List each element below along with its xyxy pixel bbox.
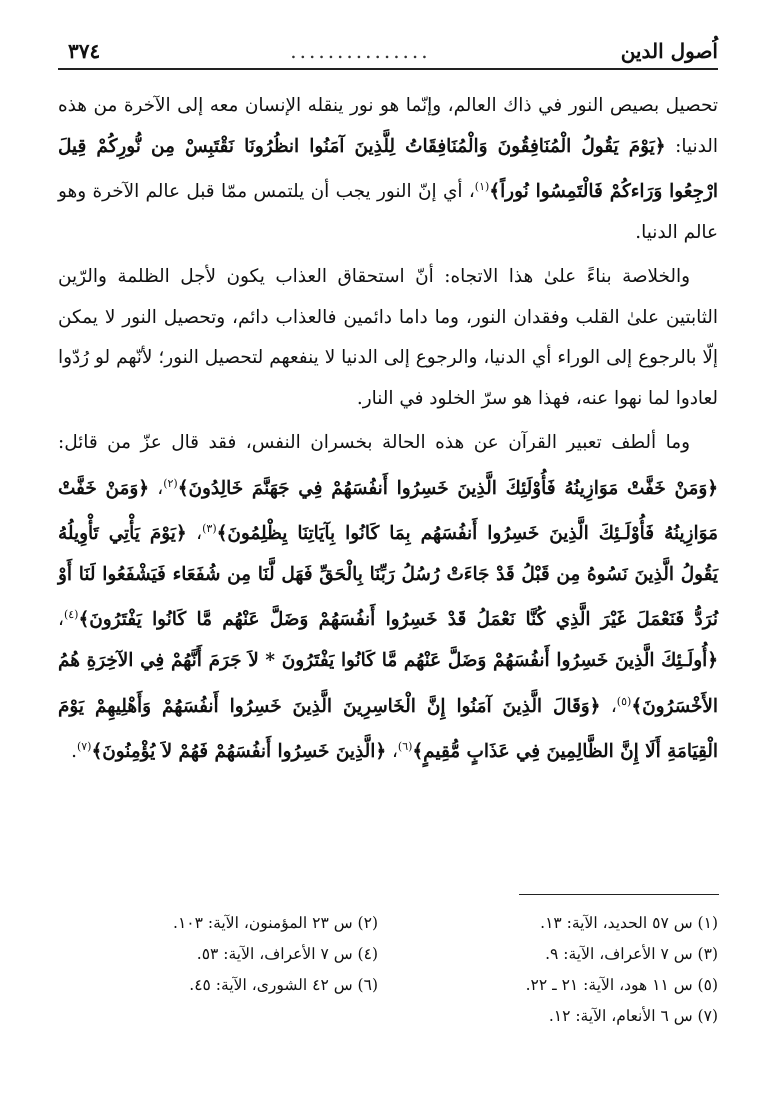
footnote-ref[interactable]: (٤)	[63, 608, 79, 622]
text-run: .	[71, 741, 77, 763]
quran-verse: ﴿وَقَالَ الَّذِينَ آمَنُوا إِنَّ الْخَاسِرِينَ الَّذِينَ خَسِرُوا أَنفُسَهُمْ وَأَهْلِيهِمْ يَوْمَ الْقِيَامَةِ أَلَا إِنَّ الظَّالِمِينَ فِي عَذَابٍ مُّقِيمٍ﴾	[58, 695, 718, 763]
header-leader-dots: ...............	[290, 39, 431, 63]
footnote-ref[interactable]: (٦)	[397, 740, 413, 754]
footnote-5: (٥) س ١١ هود، الآية: ٢١ ـ ٢٢.	[525, 976, 718, 994]
footnote-ref[interactable]: (٣)	[202, 522, 217, 536]
quran-verse: ﴿أُولَـئِكَ الَّذِينَ خَسِرُوا أَنفُسَهُمْ وَضَلَّ عَنْهُم مَّا كَانُوا يَفْتَرُونَ * لاَ جَرَمَ أَنَّهُمْ فِي الآخِرَةِ هُمُ الأَخْسَرُونَ﴾	[58, 650, 718, 717]
text-run: ، أي إنّ النور يجب أن يلتمس ممّا قبل عالم الآخرة وهو عالم الدنيا.	[58, 181, 718, 243]
footnote-6: (٦) س ٤٢ الشورى، الآية: ٤٥.	[189, 976, 378, 994]
text-run: ،	[386, 741, 398, 763]
body-text	[58, 86, 718, 777]
footnote-ref[interactable]: (٢)	[163, 476, 178, 490]
text-run: ،	[149, 477, 164, 499]
footnote-3: (٣) س ٧ الأعراف، الآية: ٩.	[545, 945, 718, 963]
footnote-7: (٧) س ٦ الأنعام، الآية: ١٢.	[548, 1007, 718, 1025]
paragraph-2	[58, 257, 718, 419]
quran-verse: ﴿وَمَنْ خَفَّتْ مَوَازِينُهُ فَأُوْلَـئِكَ الَّذِينَ خَسِرُوا أَنفُسَهُم بِمَا كَانُوا بِآيَاتِنَا يِظْلِمُونَ﴾	[58, 477, 718, 545]
text-run: وما ألطف تعبير القرآن عن هذه الحالة بخسران النفس، فقد قال عزّ من قائل:	[58, 432, 690, 454]
footnotes	[58, 908, 718, 1032]
footnote-separator	[519, 894, 719, 895]
quran-verse: ﴿يَوْمَ يَأْتِي تَأْوِيلُهُ يَقُولُ الَّذِينَ نَسُوهُ مِن قَبْلُ قَدْ جَاءَتْ رُسُلُ رَبِّنَا بِالْحَقِّ فَهَل لَّنَا مِن شُفَعَاء فَيَشْفَعُوا لَنَا أَوْ نُرَدُّ فَنَعْمَلَ غَيْرَ الَّذِي كُنَّا نَعْمَلُ قَدْ خَسِرُوا أَنفُسَهُمْ وَضَلَّ عَنْهُم مَّا كَانُوا يَفْتَرُونَ﴾	[58, 523, 718, 631]
running-header	[58, 34, 718, 70]
quran-verse: ﴿الَّذِينَ خَسِرُوا أَنفُسَهُمْ فَهُمْ لاَ يُؤْمِنُونَ﴾	[91, 741, 387, 763]
footnote-4: (٤) س ٧ الأعراف، الآية: ٥٣.	[196, 945, 378, 963]
text-run: ،	[58, 609, 64, 631]
book-title: اُصول الدين	[620, 39, 718, 63]
footnote-1: (١) س ٥٧ الحديد، الآية: ١٣.	[540, 914, 718, 932]
text-run: ،	[600, 695, 617, 717]
page-number: ٣٧٤	[68, 39, 101, 63]
paragraph-1	[58, 86, 718, 253]
text-run: ،	[186, 523, 203, 545]
quran-verse: ﴿وَمَنْ خَفَّتْ مَوَازِينُهُ فَأُوْلَئِكَ الَّذِينَ خَسِرُوا أَنفُسَهُمْ فِي جَهَنَّمَ خَالِدُونَ﴾	[177, 477, 718, 499]
footnote-ref[interactable]: (٥)	[616, 694, 632, 708]
text-run: والخلاصة بناءً علىٰ هذا الاتجاه: أنّ استحقاق العذاب يكون لأجل الظلمة والرّين الثابتين علىٰ القلب وفقدان النور، وما داما دائمين فالعذاب دائم، وتحصيل النور لا يمكن إلّا بالرجوع إلى الوراء أي الدنيا، والرجوع إلى الدنيا لا ينفعهم لتحصيل النور؛ لأنّهم لو رُدّوا لعادوا لما نهوا عنه، فهذا هو سرّ الخلود في النار.	[58, 266, 718, 409]
quran-verse: ﴿يَوْمَ يَقُولُ الْمُنَافِقُونَ وَالْمُنَافِقَاتُ لِلَّذِينَ آمَنُوا انظُرُونَا نَقْتَبِسْ مِن نُّورِكُمْ قِيلَ ارْجِعُوا وَرَاءكُمْ فَالْتَمِسُوا نُوراً﴾	[58, 135, 718, 203]
footnote-ref[interactable]: (٧)	[76, 740, 92, 754]
paragraph-3	[58, 423, 718, 773]
footnote-2: (٢) س ٢٣ المؤمنون، الآية: ١٠٣.	[173, 914, 378, 932]
text-run: تحصيل بصيص النور في ذاك العالم، وإنّما هو نور ينقله الإنسان معه إلى الآخرة من هذه الدنيا:	[58, 95, 719, 157]
footnote-ref[interactable]: (١)	[474, 180, 490, 193]
